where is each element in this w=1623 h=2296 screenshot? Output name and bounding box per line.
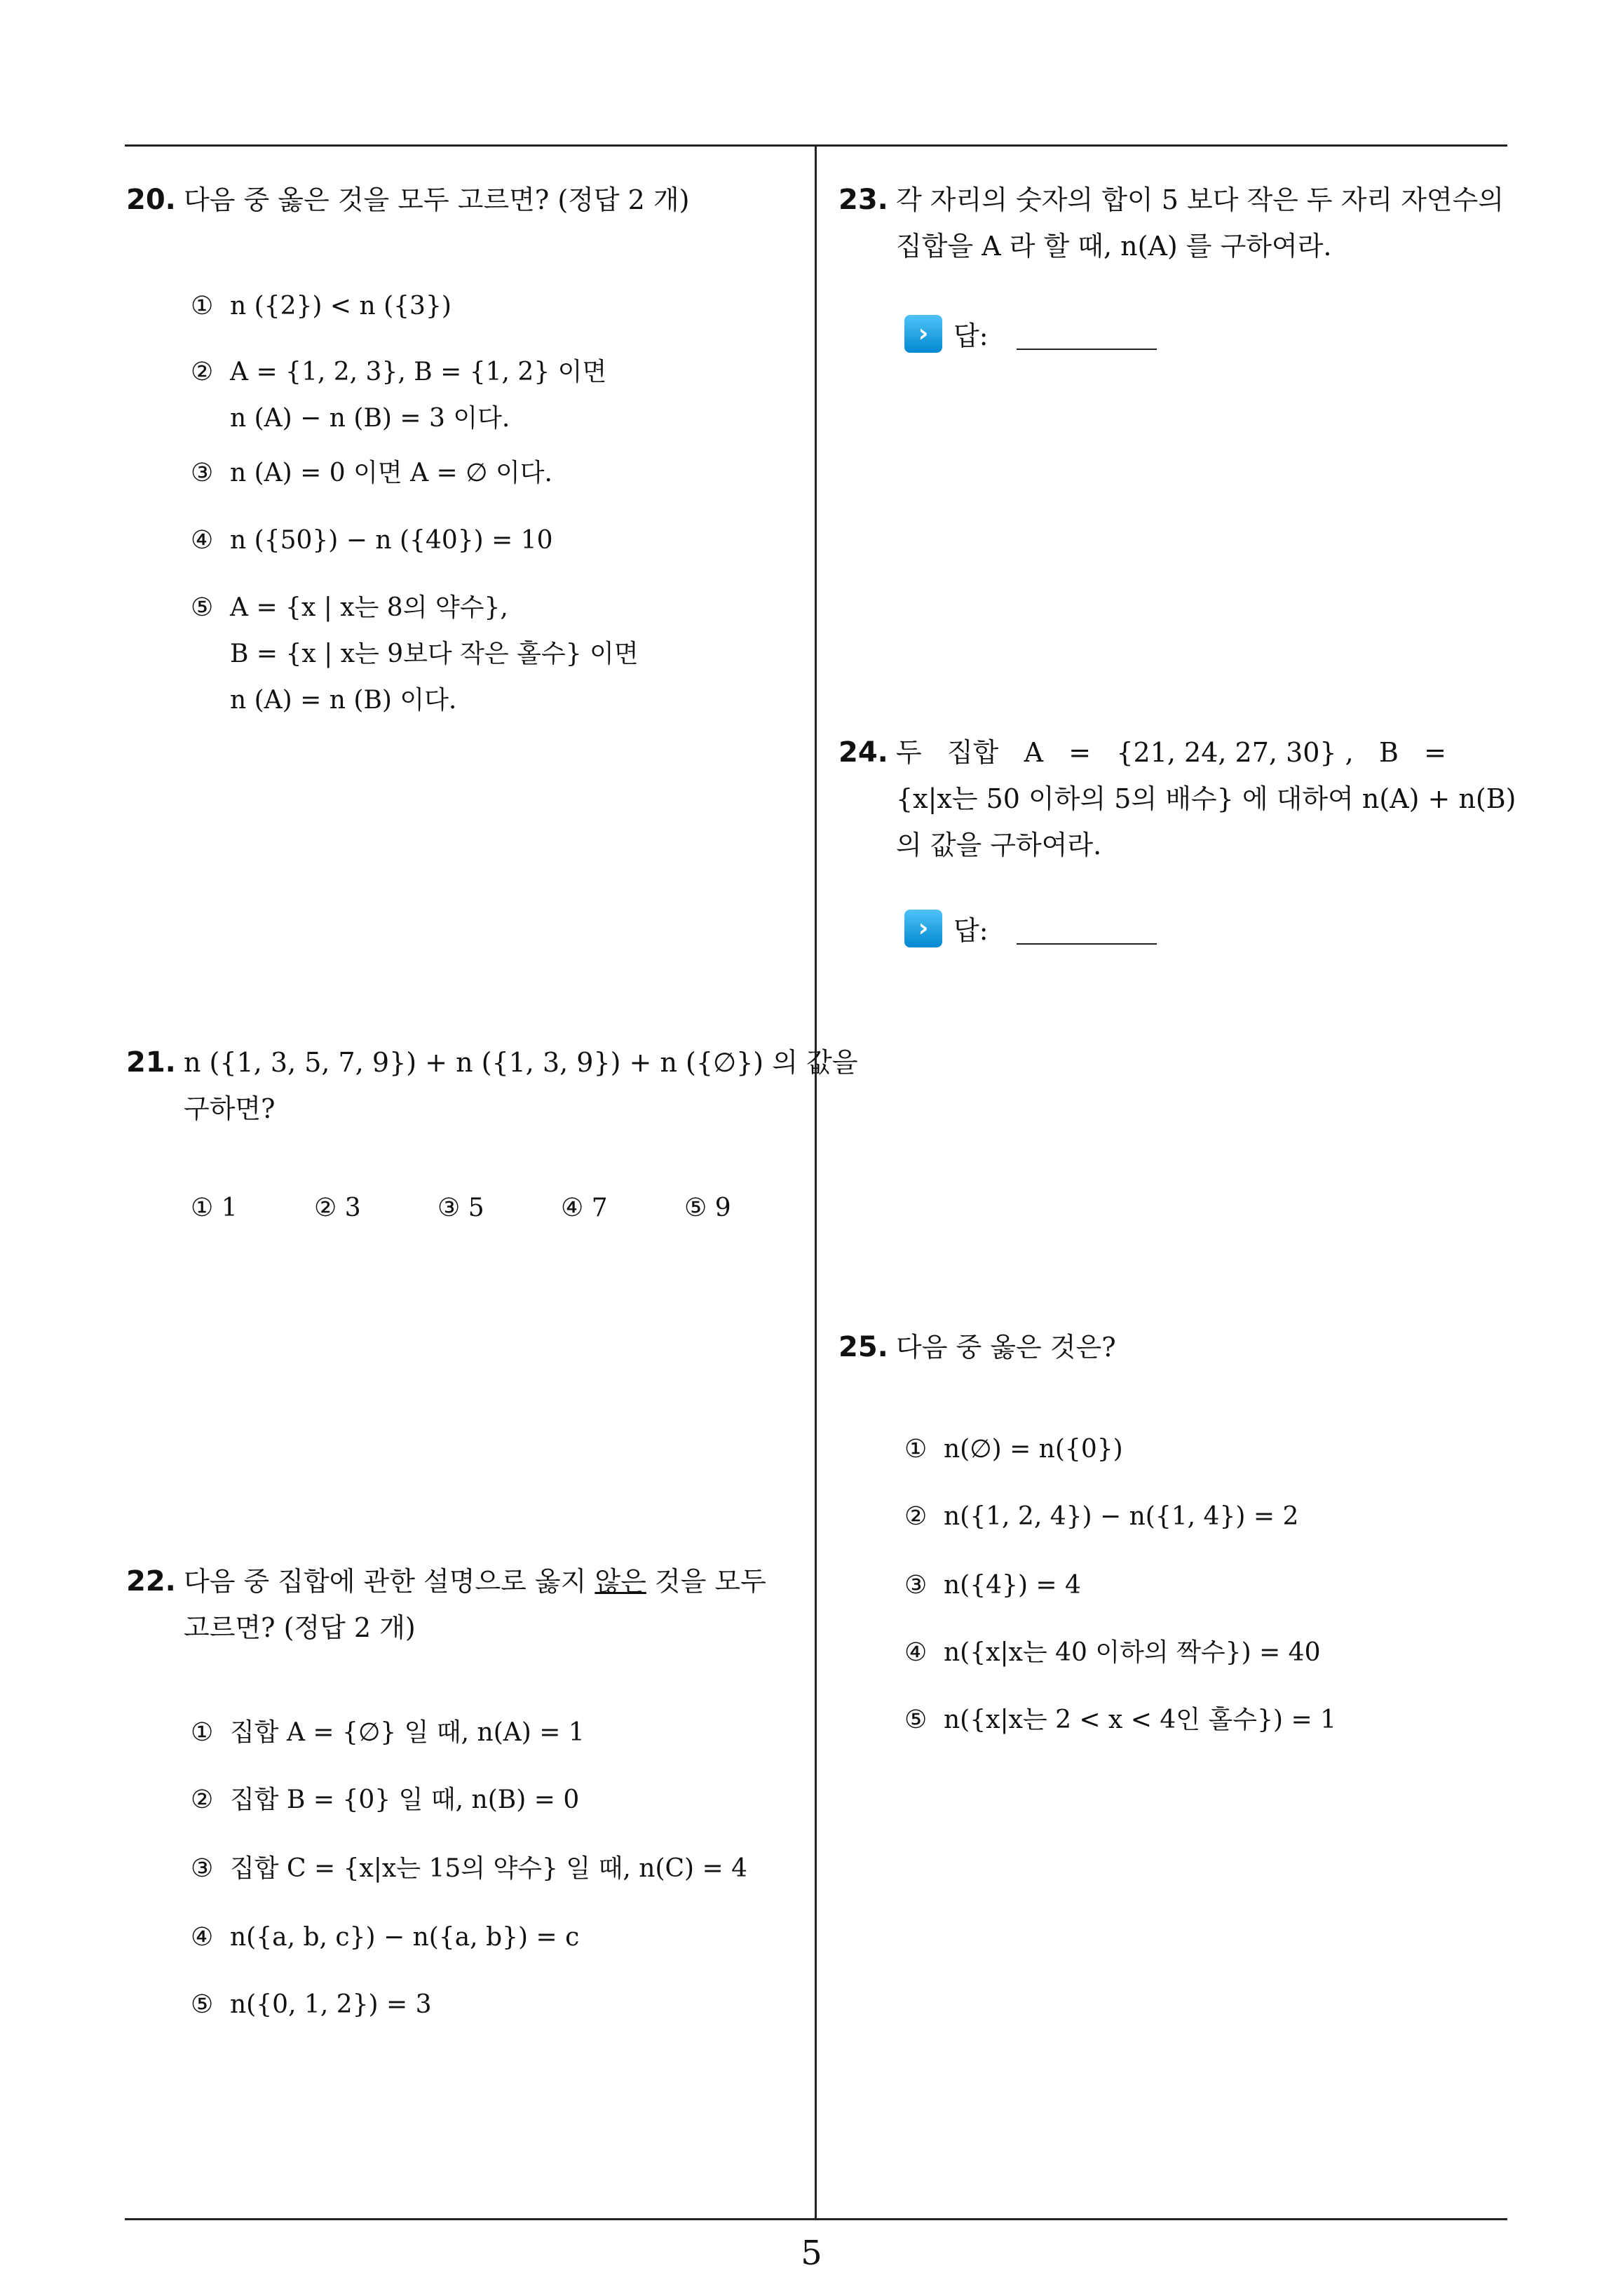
question-number: 24.: [838, 736, 888, 769]
question-text-line1: 각 자리의 숫자의 합이 5 보다 작은 두 자리 자연수의: [896, 184, 1505, 215]
question-text: 다음 중 옳은 것을 모두 고르면? (정답 2 개): [184, 184, 690, 215]
choices-21: [191, 1185, 808, 1231]
choice-21-2[interactable]: ② 3: [314, 1194, 361, 1222]
choice-25-5[interactable]: ⑤ n({x|x는 2 < x < 4인 홀수}) = 1: [904, 1706, 1336, 1734]
question-24: [838, 729, 1519, 868]
choice-20-2[interactable]: ② A = {1, 2, 3}, B = {1, 2} 이면 n (A) − n (B) = 3 이다.: [191, 358, 607, 433]
choice-21-3[interactable]: ③ 5: [437, 1194, 484, 1222]
choice-22-3[interactable]: ③ 집합 C = {x|x는 15의 약수} 일 때, n(C) = 4: [191, 1854, 748, 1883]
bottom-rule: [125, 2218, 1507, 2220]
choice-20-4[interactable]: ④ n ({50}) − n ({40}) = 10: [191, 526, 553, 555]
underlined-word: 않은: [595, 1566, 646, 1597]
question-number: 21.: [126, 1046, 176, 1079]
choice-25-4[interactable]: ④ n({x|x는 40 이하의 짝수}) = 40: [904, 1638, 1321, 1667]
question-23: [838, 177, 1519, 269]
column-divider: [815, 144, 817, 2220]
answer-blank[interactable]: [1017, 318, 1157, 350]
question-number: 23.: [838, 184, 888, 216]
question-text-line2: 집합을 A 라 할 때, n(A) 를 구하여라.: [896, 231, 1332, 262]
chevron-right-icon: ›: [904, 315, 942, 353]
question-number: 22.: [126, 1565, 176, 1598]
question-text-line2: 구하면?: [184, 1093, 276, 1124]
answer-label: 답:: [953, 320, 989, 351]
choice-22-2[interactable]: ② 집합 B = {0} 일 때, n(B) = 0: [191, 1785, 580, 1814]
answer-23: [904, 314, 1157, 353]
question-text-line1: 다음 중 집합에 관한 설명으로 옳지 않은 것을 모두: [184, 1566, 766, 1597]
answer-24: [904, 909, 1157, 947]
choice-22-5[interactable]: ⑤ n({0, 1, 2}) = 3: [191, 1990, 432, 2019]
question-21: [126, 1039, 858, 1132]
question-text: 다음 중 옳은 것은?: [896, 1332, 1116, 1363]
question-text-line3: 의 값을 구하여라.: [896, 830, 1102, 860]
choice-20-5[interactable]: ⑤ A = {x | x는 8의 약수}, B = {x | x는 9보다 작은 홀수} 이면 n (A) = n (B) 이다.: [191, 593, 639, 715]
question-text-line1: n ({1, 3, 5, 7, 9}) + n ({1, 3, 9}) + n ({∅}) 의 값을: [184, 1047, 858, 1078]
question-number: 20.: [126, 184, 176, 216]
question-22: [126, 1558, 806, 1651]
choice-20-1[interactable]: ① n ({2}) < n ({3}): [191, 292, 451, 320]
choice-22-1[interactable]: ① 집합 A = {∅} 일 때, n(A) = 1: [191, 1718, 585, 1747]
choice-21-5[interactable]: ⑤ 9: [684, 1194, 731, 1222]
question-text-line2: 고르면? (정답 2 개): [184, 1612, 416, 1643]
answer-blank[interactable]: [1017, 912, 1157, 945]
choice-21-4[interactable]: ④ 7: [561, 1194, 608, 1222]
question-25: [838, 1324, 1519, 1370]
choice-25-1[interactable]: ① n(∅) = n({0}): [904, 1435, 1123, 1464]
chevron-right-icon: ›: [904, 910, 942, 947]
choice-25-2[interactable]: ② n({1, 2, 4}) − n({1, 4}) = 2: [904, 1502, 1299, 1531]
answer-label: 답:: [953, 915, 989, 946]
question-text-line2: {x|x는 50 이하의 5의 배수} 에 대하여 n(A) + n(B): [896, 783, 1516, 814]
choice-25-3[interactable]: ③ n({4}) = 4: [904, 1571, 1081, 1600]
question-number: 25.: [838, 1331, 888, 1363]
page-number: 5: [801, 2234, 822, 2273]
question-20: [126, 177, 799, 223]
choice-22-4[interactable]: ④ n({a, b, c}) − n({a, b}) = c: [191, 1923, 580, 1952]
choice-20-3[interactable]: ③ n (A) = 0 이면 A = ∅ 이다.: [191, 459, 552, 487]
choice-21-1[interactable]: ① 1: [191, 1194, 238, 1222]
question-text-line1: 두 집합 A = {21, 24, 27, 30} , B =: [896, 737, 1446, 768]
